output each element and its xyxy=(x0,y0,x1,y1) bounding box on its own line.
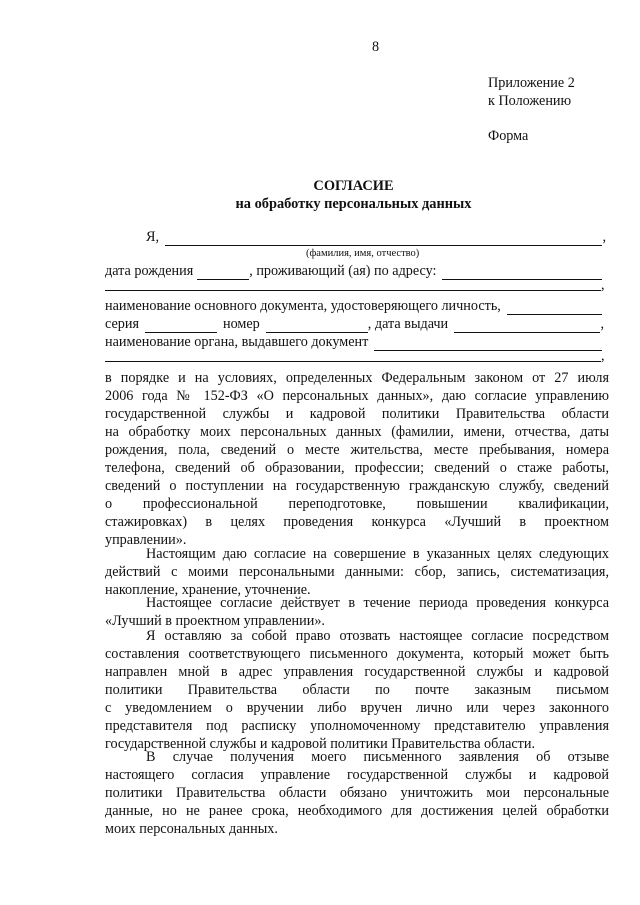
address-blank[interactable] xyxy=(442,266,602,280)
form-label: Форма xyxy=(488,128,529,144)
attachment-line-1: Приложение 2 xyxy=(488,75,575,91)
issuer-row xyxy=(105,333,602,351)
page-number: 8 xyxy=(372,39,380,55)
paragraph-line: политики Правительства области обязано уничтожить мои персональные xyxy=(105,785,609,801)
document-row xyxy=(105,297,602,315)
paragraph-line: телефона, сведений об образовании, профессии; сведений о стаже работы, xyxy=(105,460,609,476)
paragraph-line: представителя под расписку уполномоченному представителю управления xyxy=(105,718,609,734)
issuer-blank[interactable] xyxy=(374,337,602,351)
address-comma: , xyxy=(601,277,605,293)
series-blank[interactable] xyxy=(145,319,217,333)
issuer-label: наименование органа, выдавшего документ xyxy=(105,334,369,350)
paragraph-revocation xyxy=(105,627,609,753)
document-label: наименование основного документа, удостоверяющего личность, xyxy=(105,298,501,314)
paragraph-validity xyxy=(105,594,609,630)
document-blank[interactable] xyxy=(507,301,602,315)
paragraph-line: с уведомлением о вручении либо вручен лично или через законного xyxy=(105,700,609,716)
paragraph-line: настоящего согласия управление государственной службы и кадровой xyxy=(105,767,609,783)
issuer-comma: , xyxy=(601,348,605,364)
fio-field-row xyxy=(146,228,606,246)
issue-date-label: , дата выдачи xyxy=(367,316,449,332)
paragraph-destruction xyxy=(105,748,609,838)
fio-comma: , xyxy=(602,229,606,245)
paragraph-actions xyxy=(105,545,609,599)
paragraph-line: «Лучший в проектном управлении». xyxy=(105,613,325,629)
birth-address-row xyxy=(105,262,602,280)
fio-blank[interactable] xyxy=(165,232,602,246)
paragraph-line: Я оставляю за собой право отозвать настоящее согласие посредством xyxy=(146,628,609,644)
paragraph-line: в порядке и на условиях, определенных Федеральным законом от 27 июля xyxy=(105,370,609,386)
address-label: , проживающий (ая) по адресу: xyxy=(249,263,437,279)
paragraph-line: политики Правительства области по почте заказным письмом xyxy=(105,682,609,698)
paragraph-line: рождения, пола, сведений о месте жительства, месте пребывания, номера xyxy=(105,442,609,458)
dob-label: дата рождения xyxy=(105,263,194,279)
paragraph-line: о профессиональной переподготовке, повышении квалификации, xyxy=(105,496,609,512)
passport-row xyxy=(105,315,604,333)
series-label: серия xyxy=(105,316,139,332)
paragraph-line: государственной службы и кадровой политики Правительства области xyxy=(105,406,609,422)
document-title: СОГЛАСИЕ xyxy=(313,178,394,194)
paragraph-line: В случае получения моего письменного заявления об отзыве xyxy=(146,749,609,765)
paragraph-line: сведений о поступлении на государственную гражданскую службу, сведений xyxy=(105,478,609,494)
paragraph-line: Настоящее согласие действует в течение периода проведения конкурса xyxy=(146,595,609,611)
paragraph-line: 2006 года № 152-ФЗ «О персональных данных», даю согласие управлению xyxy=(105,388,609,404)
paragraph-line: действий с моими персональными данными: сбор, запись, систематизация, xyxy=(105,564,609,580)
number-blank[interactable] xyxy=(266,319,368,333)
ya-label: Я, xyxy=(146,229,160,245)
document-subtitle: на обработку персональных данных xyxy=(235,196,472,212)
fio-hint: (фамилия, имя, отчество) xyxy=(306,248,420,259)
dob-blank[interactable] xyxy=(197,266,249,280)
paragraph-line: Настоящим даю согласие на совершение в указанных целях следующих xyxy=(146,546,609,562)
paragraph-line: на обработку моих персональных данных (фамилии, имени, отчества, даты xyxy=(105,424,609,440)
paragraph-line: государственной службы и кадровой политики Правительства области. xyxy=(105,736,536,752)
paragraph-consent xyxy=(105,369,609,549)
issuer-continuation-line[interactable] xyxy=(105,361,601,362)
issue-date-blank[interactable] xyxy=(454,319,600,333)
paragraph-line: данные, но не ранее срока, необходимого для достижения целей обработки xyxy=(105,803,609,819)
attachment-line-2: к Положению xyxy=(488,93,572,109)
paragraph-line: моих персональных данных. xyxy=(105,821,278,837)
paragraph-line: составления соответствующего письменного документа, который может быть xyxy=(105,646,609,662)
paragraph-line: стажировках) в целях проведения конкурса «Лучший в проектном xyxy=(105,514,609,530)
address-continuation-line[interactable] xyxy=(105,290,601,291)
paragraph-line: направлен мной в адрес управления государственной службы и кадровой xyxy=(105,664,609,680)
number-label: номер xyxy=(222,316,260,332)
paragraph-line: накопление, хранение, уточнение. xyxy=(105,582,311,598)
paragraph-line: управлении». xyxy=(105,532,187,548)
issue-date-comma: , xyxy=(600,316,604,332)
